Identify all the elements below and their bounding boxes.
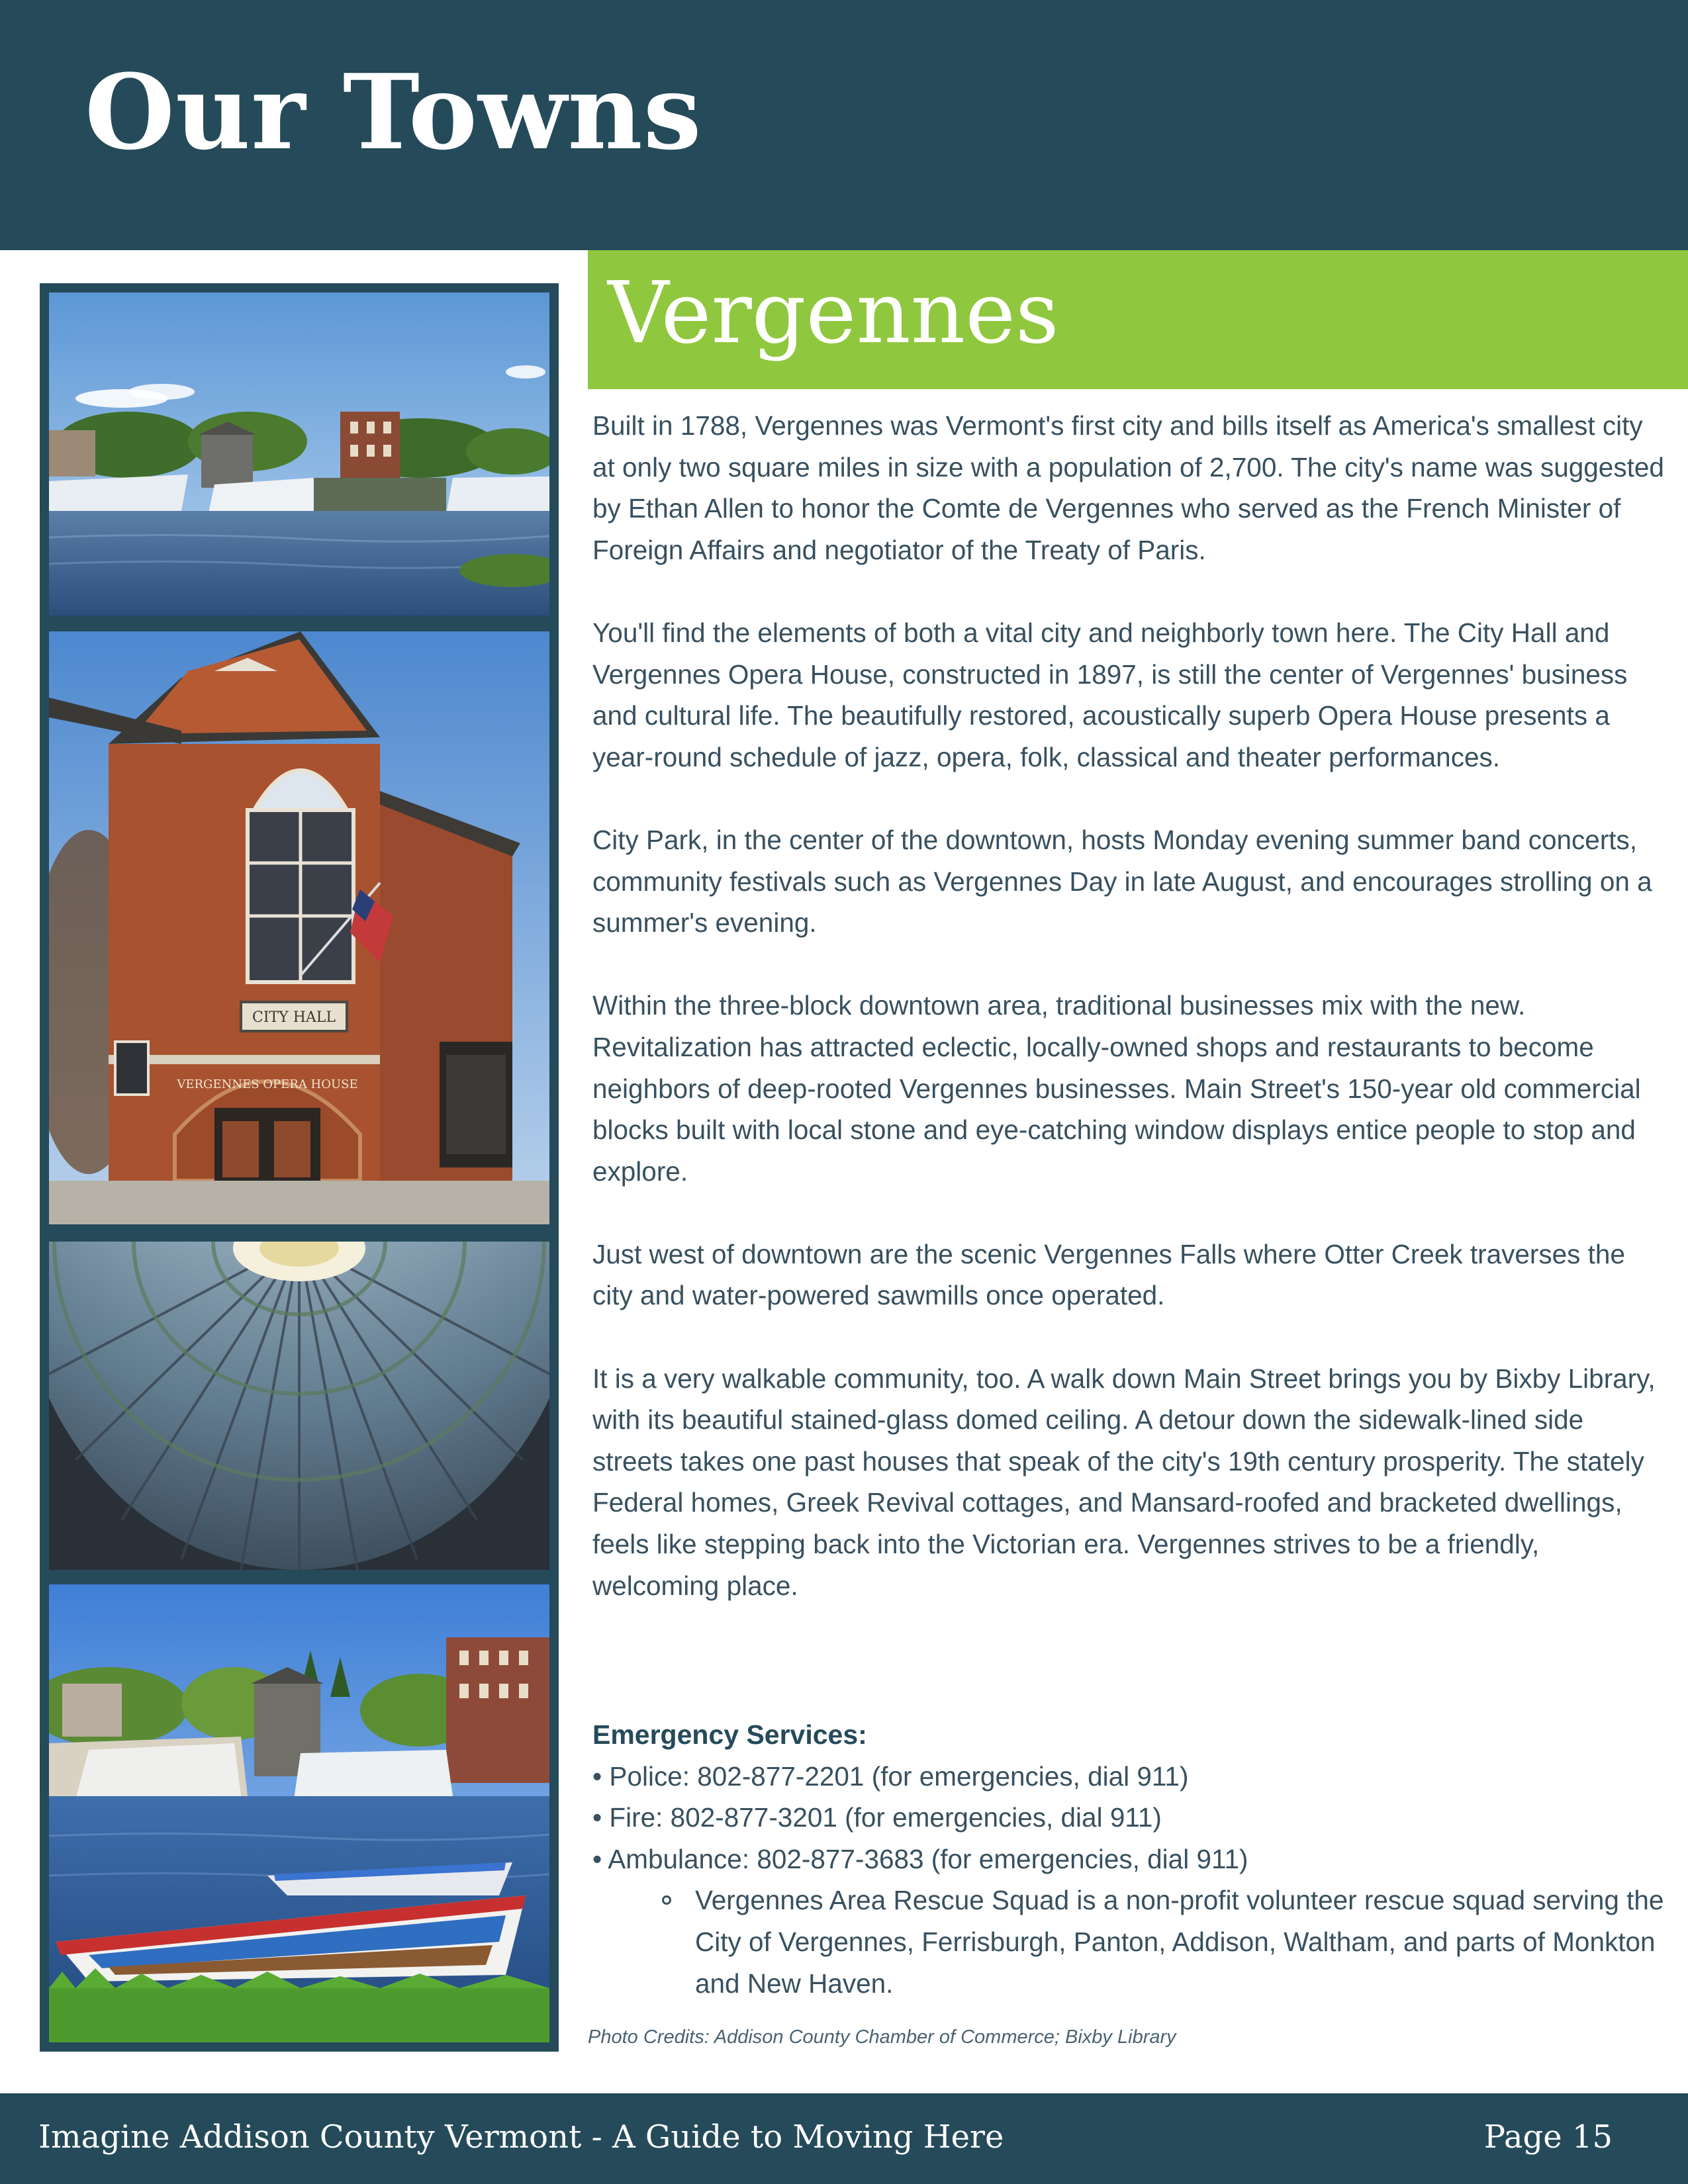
page-title: Our Towns [85,52,702,173]
emergency-services [592,1714,1668,2004]
ambulance-line: • Ambulance: 802-877-3683 (for emergencies, dial 911) [592,1843,1248,1874]
falls-photo [49,293,549,615]
fire-line: • Fire: 802-877-3201 (for emergencies, dial 911) [592,1802,1162,1833]
photo-column [40,283,559,2052]
river-boats-photo [49,1584,549,2042]
footer-band [0,2093,1688,2184]
city-hall-photo [49,631,549,1224]
town-name-banner [588,250,1688,389]
hollow-bullet-icon [662,1895,671,1905]
paragraph-walkable: It is a very walkable community, too. A walk down Main Street brings you by Bixby Library, with its beautiful stained-glass domed ceiling. A detour down the sidewalk-lined side streets takes one past houses that speak of the city's 19th century prosperity. The stately Federal homes, Greek Revival cottages, and Mansard-roofed and bracketed dwellings, feels like stepping back into the Victorian era. Vergennes strives to be a friendly, welcoming place. [592,1363,1656,1601]
library-dome-photo [49,1242,549,1570]
paragraph-downtown: Within the three-block downtown area, traditional businesses mix with the new. Revitalization has attracted eclectic, locally-owned shops and restaurants to become neighbors of deep-rooted Vergennes businesses. Main Street's 150-year old commercial blocks built with local stone and eye-catching window displays entice people to stop and explore. [592,990,1641,1187]
paragraph-city-hall: You'll find the elements of both a vital city and neighborly town here. The City Hall and Vergennes Opera House, constructed in 1897, is still the center of Vergennes' business and cultural life. The beautifully restored, acoustically superb Opera House presents a year-round schedule of jazz, opera, folk, classical and theater performances. [592,617,1628,772]
header-band [0,0,1688,250]
opera-house-arch-text: VERGENNES OPERA HOUSE [177,1077,358,1091]
page-number: Page 15 [1483,2118,1613,2156]
city-hall-sign-text: CITY HALL [252,1009,336,1026]
town-name: Vergennes [608,264,1059,363]
photo-credits: Photo Credits: Addison County Chamber of Commerce; Bixby Library [588,2026,1176,2048]
emergency-heading: Emergency Services: [592,1719,867,1750]
paragraph-falls: Just west of downtown are the scenic Vergennes Falls where Otter Creek traverses the city and water-powered sawmills once operated. [592,1238,1625,1311]
paragraph-city-park: City Park, in the center of the downtown, hosts Monday evening summer band concerts, community festivals such as Vergennes Day in late August, and encourages strolling on a summer's evening. [592,824,1652,938]
police-line: • Police: 802-877-2201 (for emergencies, dial 911) [592,1760,1189,1792]
footer-guide-title: Imagine Addison County Vermont - A Guide to Moving Here [38,2118,1004,2156]
paragraph-history: Built in 1788, Vergennes was Vermont's first city and bills itself as America's smallest city at only two square miles in size with a population of 2,700. The city's name was suggested by Ethan Allen to honor the Comte de Vergennes who served as the French Minister of Foreign Affairs and negotiator of the Treaty of Paris. [592,410,1664,565]
ambulance-note [695,1880,1668,2004]
town-description [592,405,1668,1606]
ambulance-note-text: Vergennes Area Rescue Squad is a non-profit volunteer rescue squad serving the City of Vergennes, Ferrisburgh, Panton, Addison, Waltham, and parts of Monkton and New Haven. [695,1885,1664,1999]
